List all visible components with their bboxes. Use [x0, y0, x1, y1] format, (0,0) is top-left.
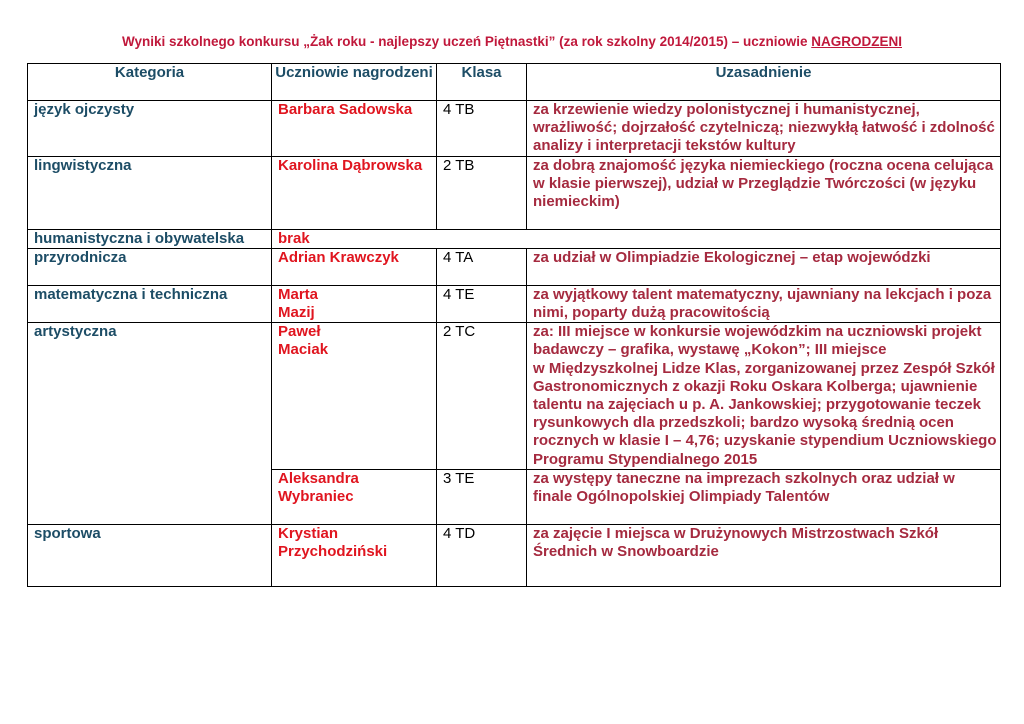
class-cell: 4 TB [437, 101, 527, 157]
student-first-name: Marta [278, 285, 319, 303]
category-cell: humanistyczna i obywatelska [28, 229, 272, 248]
reason-cell: za krzewienie wiedzy polonistycznej i humanistycznej, wrażliwość; dojrzałość czytelniczą; niezwykłą łatwość i zdolność analizy i interpretacji tekstów kultury [527, 101, 1001, 157]
reason-cell [527, 323, 1001, 470]
reason-line: w klasie pierwszej), udział w Przeglądzie Twórczości (w języku niemieckim) [533, 174, 977, 211]
student-last-name: Mazij [278, 304, 315, 322]
table-row [28, 229, 1001, 248]
table-row [28, 524, 1001, 586]
student-first-name: Paweł [278, 323, 321, 341]
reason-cell: za udział w Olimpiadzie Ekologicznej – etap wojewódzki [527, 248, 1001, 285]
student-name-cell [272, 323, 437, 470]
reason-line: za: III miejsce w konkursie wojewódzkim na uczniowski projekt badawczy – grafika, wystawę „Kokon”; III miejsce [533, 323, 982, 359]
student-first-name: Krystian [278, 524, 339, 542]
class-cell: 4 TA [437, 248, 527, 285]
student-last-name: Maciak [278, 341, 329, 359]
table-row [28, 323, 1001, 470]
column-header-klasa: Klasa [437, 64, 527, 101]
student-first-name: Aleksandra [278, 469, 359, 487]
reason-line: w Międzyszkolnej Lidze Klas, zorganizowanej przez Zespół Szkół Gastronomicznych z okazji Roku Oskara Kolberga; ujawnienie talentu na zajęciach u p. A. Jankowskiej; przygotowanie teczek rysunkowych dla przedszkoli; bardzo wysoką średnią ocen rocznych w klasie I – 4,76; uzyskanie stypendium Uczniowskiego Programu Stypendialnego 2015 [533, 359, 997, 468]
column-header-kategoria: Kategoria [28, 64, 272, 101]
column-header-uczniowie: Uczniowie nagrodzeni [272, 64, 437, 101]
category-cell: przyrodnicza [28, 248, 272, 285]
student-name-cell [272, 285, 437, 322]
class-cell: 2 TB [437, 156, 527, 229]
reason-line: za dobrą znajomość języka niemieckiego (roczna ocena celująca [533, 156, 994, 174]
student-last-name: Przychodziński [278, 543, 388, 561]
student-name-cell [272, 469, 437, 524]
table-row [28, 156, 1001, 229]
results-table [27, 63, 1001, 587]
student-name-cell: brak [272, 229, 1001, 248]
student-name-cell [272, 524, 437, 586]
student-name-cell: Barbara Sadowska [272, 101, 437, 157]
reason-cell: za wyjątkowy talent matematyczny, ujawniany na lekcjach i poza nimi, poparty dużą pracowitością [527, 285, 1001, 322]
table-header-row [28, 64, 1001, 101]
category-cell: lingwistyczna [28, 156, 272, 229]
page-title-highlight: NAGRODZENI [811, 34, 902, 49]
category-cell: język ojczysty [28, 101, 272, 157]
class-cell: 4 TE [437, 285, 527, 322]
page-title-text: Wyniki szkolnego konkursu „Żak roku - najlepszy uczeń Piętnastki” (za rok szkolny 2014/2015) – uczniowie [122, 34, 808, 49]
category-cell: sportowa [28, 524, 272, 586]
reason-cell [527, 156, 1001, 229]
class-cell: 2 TC [437, 323, 527, 470]
category-cell: artystyczna [28, 323, 272, 525]
student-name-cell: Adrian Krawczyk [272, 248, 437, 285]
reason-cell: za występy taneczne na imprezach szkolnych oraz udział w finale Ogólnopolskiej Olimpiady Talentów [527, 469, 1001, 524]
category-cell: matematyczna i techniczna [28, 285, 272, 322]
table-row [28, 285, 1001, 322]
page-title [0, 34, 1024, 49]
student-name-cell: Karolina Dąbrowska [272, 156, 437, 229]
reason-cell: za zajęcie I miejsca w Drużynowych Mistrzostwach Szkół Średnich w Snowboardzie [527, 524, 1001, 586]
class-cell: 4 TD [437, 524, 527, 586]
class-cell: 3 TE [437, 469, 527, 524]
column-header-uzasadnienie: Uzasadnienie [527, 64, 1001, 101]
table-row [28, 248, 1001, 285]
table-row [28, 101, 1001, 157]
student-last-name: Wybraniec [278, 488, 354, 506]
